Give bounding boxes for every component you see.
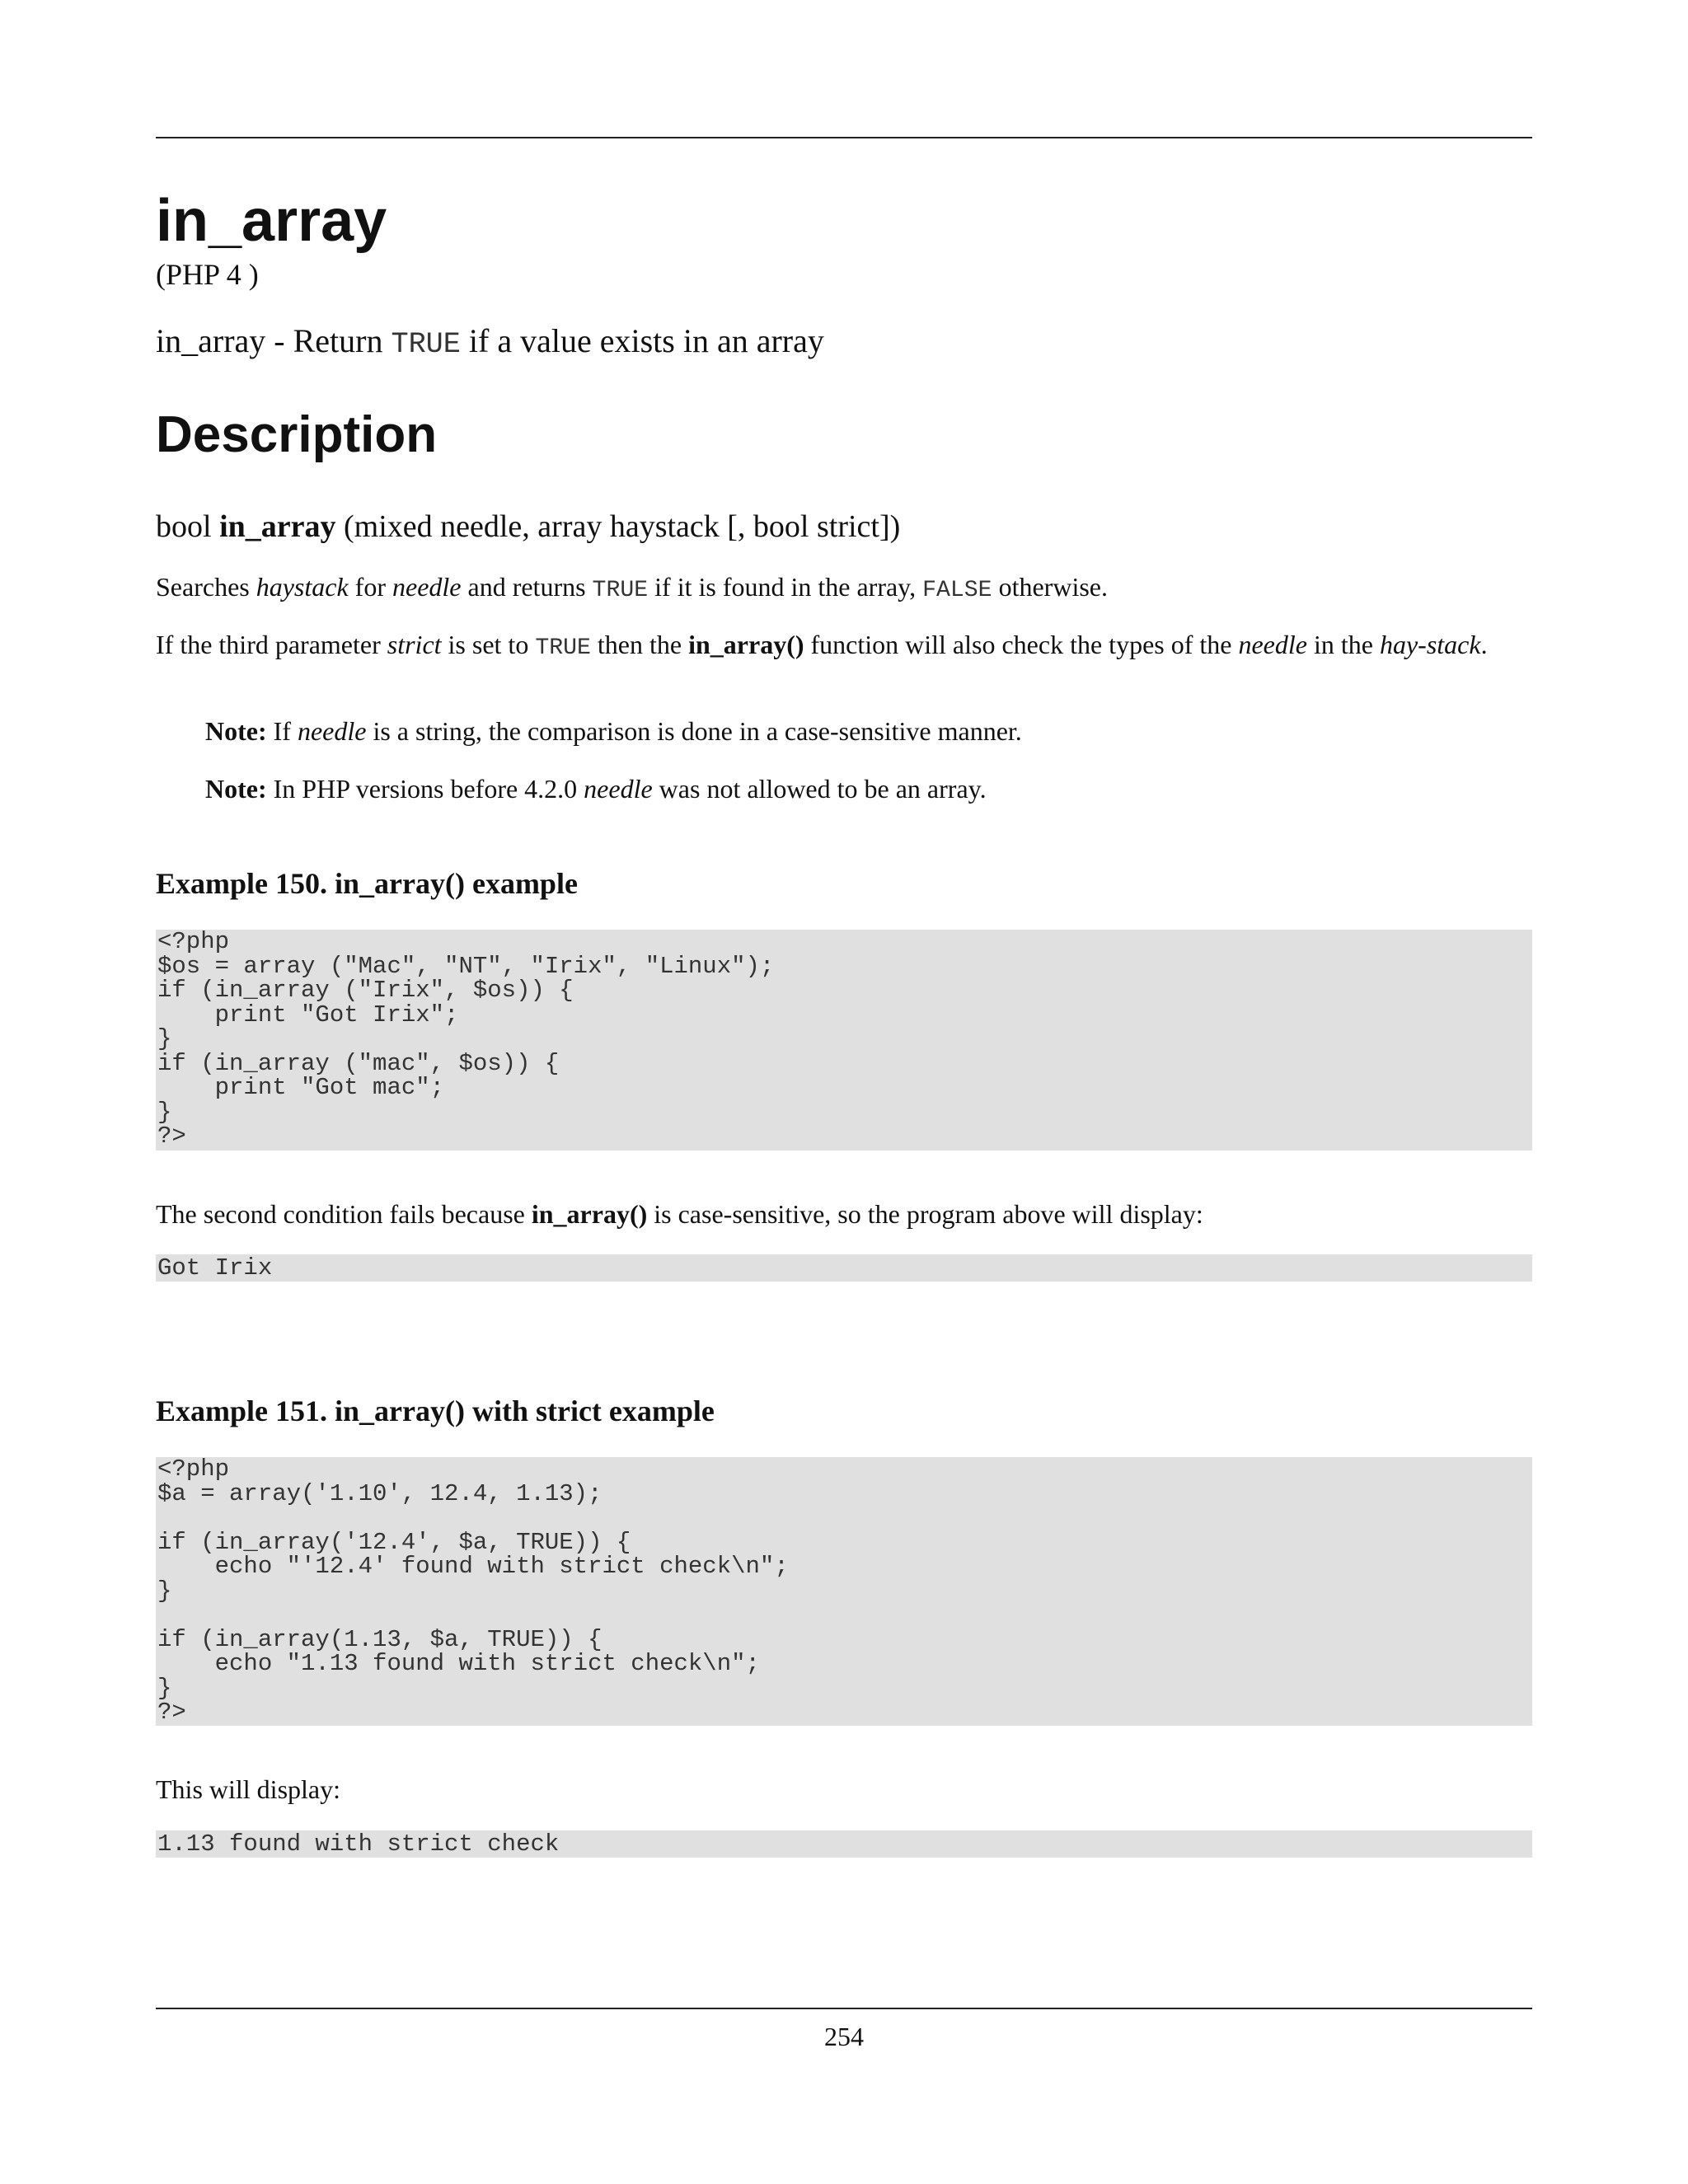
true-constant: TRUE <box>592 578 649 603</box>
param-haystack: haystack <box>256 572 349 602</box>
example-150-code: <?php $os = array ("Mac", "NT", "Irix", "Linux"); if (in_array ("Irix", $os)) { print "Got Irix"; } if (in_array ("mac", $os)) { print "Got mac"; } ?> <box>156 930 1532 1151</box>
document-page <box>156 0 1532 2184</box>
php-version: (PHP 4 ) <box>156 258 259 291</box>
description-paragraph-2: If the third parameter strict is set to TRUE then the in_array() function will also check the types of the needle in the hay-stack. <box>156 630 1488 661</box>
param-haystack: hay-stack <box>1379 630 1481 659</box>
note-case-sensitive: Note: If needle is a string, the comparison is done in a case-sensitive manner. <box>205 716 1022 746</box>
example-150-explanation: The second condition fails because in_array() is case-sensitive, so the program above will display: <box>156 1199 1203 1229</box>
synopsis-function-name: in_array <box>219 509 336 544</box>
example-150-title: Example 150. in_array() example <box>156 867 578 900</box>
header-rule <box>156 137 1532 138</box>
example-151-output: 1.13 found with strict check <box>156 1830 1532 1858</box>
param-strict: strict <box>387 630 442 659</box>
synopsis-params: (mixed needle, array haystack [, bool strict]) <box>335 509 901 544</box>
note-label: Note: <box>205 774 267 804</box>
param-needle: needle <box>584 774 653 804</box>
note-php-version: Note: In PHP versions before 4.2.0 needle was not allowed to be an array. <box>205 774 987 804</box>
note-label: Note: <box>205 716 267 746</box>
description-heading: Description <box>156 406 438 463</box>
example-151-code: <?php $a = array('1.10', 12.4, 1.13); if (in_array('12.4', $a, TRUE)) { echo "'12.4' found with strict check\n"; } if (in_array(1.13, $a, TRUE)) { echo "1.13 found with strict check\n"; } ?> <box>156 1457 1532 1726</box>
page-number: 254 <box>824 2022 864 2051</box>
param-needle: needle <box>297 716 367 746</box>
true-constant: TRUE <box>391 328 461 361</box>
page-title: in_array <box>156 188 387 254</box>
true-constant: TRUE <box>535 635 591 661</box>
purpose-function-name: in_array <box>156 322 266 359</box>
example-151-explanation: This will display: <box>156 1774 340 1804</box>
param-needle: needle <box>1238 630 1307 659</box>
synopsis-return-type: bool <box>156 509 220 544</box>
function-reference: in_array() <box>531 1199 648 1229</box>
example-150-output: Got Irix <box>156 1254 1532 1282</box>
false-constant: FALSE <box>922 578 992 603</box>
description-paragraph-1: Searches haystack for needle and returns TRUE if it is found in the array, FALSE otherwise. <box>156 572 1108 603</box>
example-151-title: Example 151. in_array() with strict example <box>156 1394 715 1427</box>
function-reference: in_array() <box>688 630 804 659</box>
function-synopsis <box>156 508 1532 546</box>
param-needle: needle <box>392 572 462 602</box>
function-purpose: in_array - Return TRUE if a value exists in an array <box>156 322 824 361</box>
